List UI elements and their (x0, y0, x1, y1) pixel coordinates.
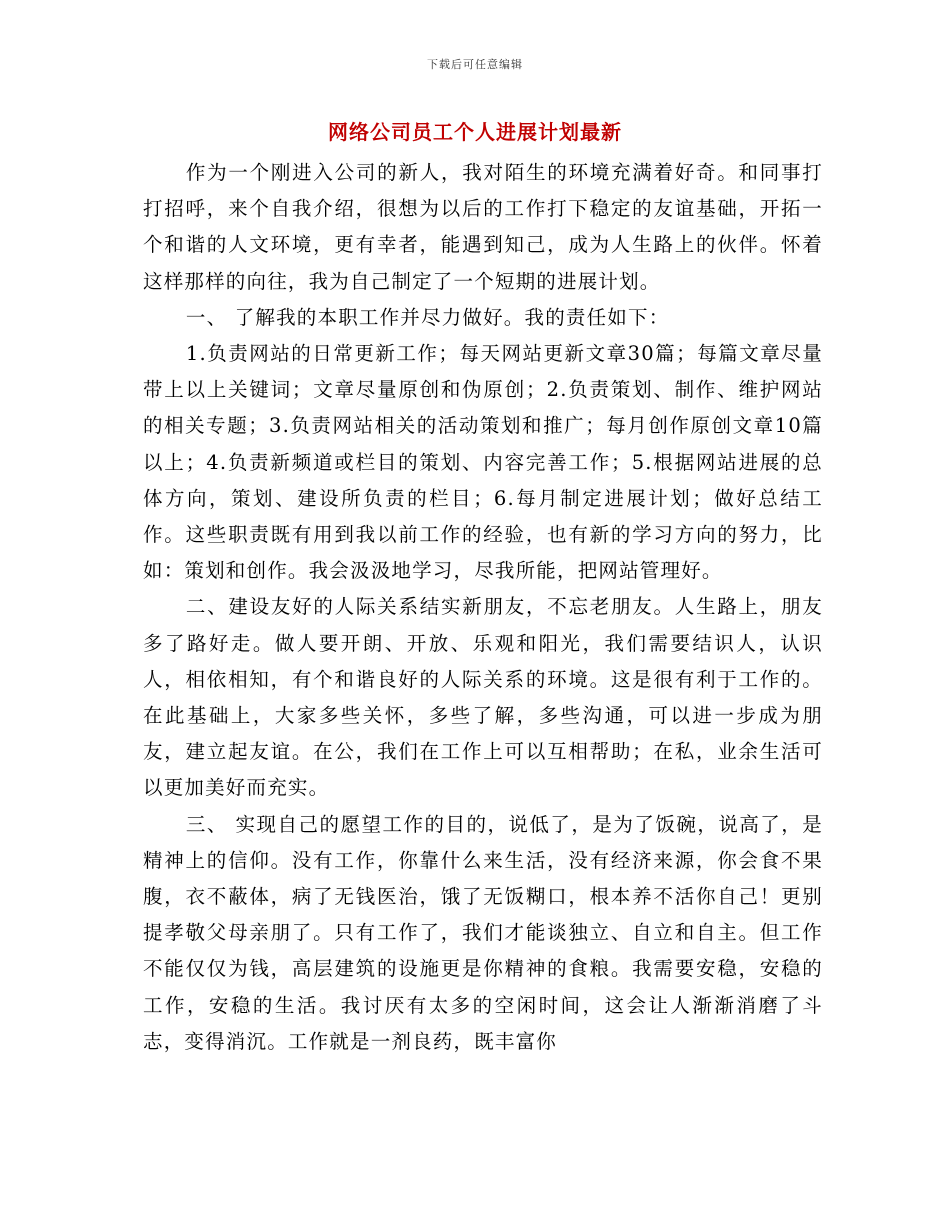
paragraph-section-3: 三、 实现自己的愿望工作的目的，说低了，是为了饭碗，说高了，是精神上的信仰。没有工作，你靠什么来生活，没有经济来源，你会食不果腹，衣不蔽体，病了无钱医治，饿了无饭糊口，根本养不活你自己！更别提孝敬父母亲朋了。只有工作了，我们才能谈独立、自立和自主。但工作不能仅仅为钱，高层建筑的设施更是你精神的食粮。我需要安稳，安稳的工作，安稳的生活。我讨厌有太多的空闲时间，这会让人渐渐消磨了斗志，变得消沉。工作就是一剂良药，既丰富你 (143, 812, 823, 1053)
paragraph-section-1-heading: 一、 了解我的本职工作并尽力做好。我的责任如下： (185, 305, 670, 329)
document-body (143, 155, 823, 1060)
page-header: 下载后可任意编辑 (427, 58, 523, 71)
paragraph-section-2: 二、建设友好的人际关系结实新朋友，不忘老朋友。人生路上，朋友多了路好走。做人要开朗、开放、乐观和阳光，我们需要结识人，认识人，相依相知，有个和谐良好的人际关系的环境。这是很有利于工作的。在此基础上，大家多些关怀，多些了解，多些沟通，可以进一步成为朋友，建立起友谊。在公，我们在工作上可以互相帮助；在私，业余生活可以更加美好而充实。 (143, 595, 823, 800)
document-title: 网络公司员工个人进展计划最新 (328, 120, 622, 144)
paragraph-responsibilities: 1.负责网站的日常更新工作；每天网站更新文章30篇；每篇文章尽量带上以上关键词；文章尽量原创和伪原创；2.负责策划、制作、维护网站的相关专题；3.负责网站相关的活动策划和推广；每月创作原创文章10篇以上；4.负责新频道或栏目的策划、内容完善工作；5.根据网站进展的总体方向，策划、建设所负责的栏目；6.每月制定进展计划；做好总结工作。这些职责既有用到我以前工作的经验，也有新的学习方向的努力，比如：策划和创作。我会汲汲地学习，尽我所能，把网站管理好。 (143, 342, 823, 583)
paragraph-intro: 作为一个刚进入公司的新人，我对陌生的环境充满着好奇。和同事打打招呼，来个自我介绍，很想为以后的工作打下稳定的友谊基础，开拓一个和谐的人文环境，更有幸者，能遇到知己，成为人生路上的伙伴。怀着这样那样的向往，我为自己制定了一个短期的进展计划。 (143, 161, 823, 293)
